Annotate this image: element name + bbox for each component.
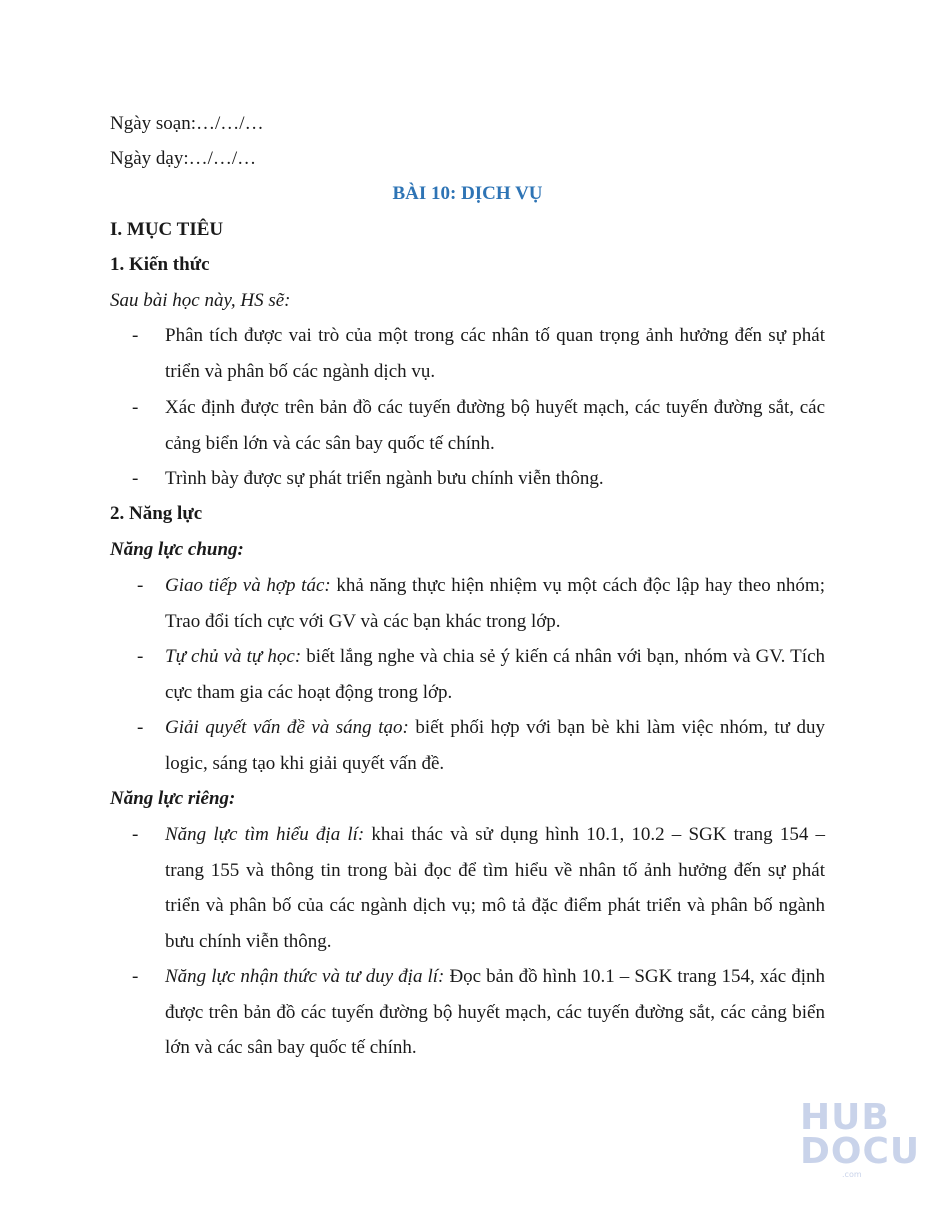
knowledge-item-text: Xác định được trên bản đồ các tuyến đường bộ huyết mạch, các tuyến đường sắt, các cảng biển lớn và các sân bay quốc tế chính.: [165, 397, 825, 454]
lesson-title: BÀI 10: DỊCH VỤ: [392, 183, 543, 204]
list-dash: -: [132, 397, 139, 418]
knowledge-item-text: Trình bày được sự phát triển ngành bưu chính viễn thông.: [165, 468, 604, 489]
item-lead: Giải quyết vấn đề và sáng tạo:: [165, 717, 409, 738]
list-dash: -: [137, 717, 144, 738]
knowledge-intro: Sau bài học này, HS sẽ:: [110, 290, 291, 311]
logo-line-1: HUB: [800, 1097, 890, 1138]
list-dash: -: [137, 575, 144, 596]
subsection-heading-competence: 2. Năng lực: [110, 503, 203, 524]
item-lead: Năng lực nhận thức và tư duy địa lí:: [165, 966, 445, 987]
knowledge-item-text: Phân tích được vai trò của một trong các nhân tố quan trọng ảnh hưởng đến sự phát triển và phân bố các ngành dịch vụ.: [165, 325, 825, 382]
item-body: khả năng thực hiện nhiệm vụ một cách độc lập hay theo nhóm; Trao đổi tích cực với GV và các bạn khác trong lớp.: [165, 575, 825, 632]
item-lead: Năng lực tìm hiểu địa lí:: [165, 824, 365, 845]
item-lead: Tự chủ và tự học:: [165, 646, 302, 667]
logo-sub: .com: [842, 1170, 862, 1179]
list-dash: -: [132, 325, 139, 346]
list-dash: -: [137, 646, 144, 667]
specific-competence-item-text: [165, 817, 825, 959]
item-body: biết phối hợp với bạn bè khi làm việc nhóm, tư duy logic, sáng tạo khi giải quyết vấn đề.: [165, 717, 825, 774]
general-competence-item-text: [165, 568, 825, 639]
general-competence-item-text: [165, 639, 825, 710]
list-dash: -: [132, 468, 139, 489]
item-lead: Giao tiếp và hợp tác:: [165, 575, 331, 596]
logo-line-2: DOCU: [800, 1131, 921, 1172]
specific-competence-heading: Năng lực riêng:: [110, 788, 236, 809]
subsection-heading-knowledge: 1. Kiến thức: [110, 254, 210, 275]
item-body: Đọc bản đồ hình 10.1 – SGK trang 154, xác định được trên bản đồ các tuyến đường bộ huyết mạch, các tuyến đường sắt, các cảng biển lớn và các sân bay quốc tế chính.: [165, 966, 825, 1058]
section-heading-objectives: I. MỤC TIÊU: [110, 219, 224, 240]
item-body: biết lắng nghe và chia sẻ ý kiến cá nhân với bạn, nhóm và GV. Tích cực tham gia các hoạt động trong lớp.: [165, 646, 826, 703]
prep-date: Ngày soạn:…/…/…: [110, 113, 264, 134]
list-dash: -: [132, 824, 139, 845]
item-body: khai thác và sử dụng hình 10.1, 10.2 – SGK trang 154 – trang 155 và thông tin trong bài đọc để tìm hiểu về nhân tố ảnh hưởng đến sự phát triển và phân bố của các ngành dịch vụ; mô tả đặc điểm phát triển và phân bố ngành bưu chính viễn thông.: [165, 824, 825, 952]
teach-date: Ngày dạy:…/…/…: [110, 148, 257, 169]
general-competence-item-text: [165, 710, 825, 781]
specific-competence-item-text: [165, 959, 825, 1066]
list-dash: -: [132, 966, 139, 987]
general-competence-heading: Năng lực chung:: [110, 539, 244, 560]
hubdocu-logo: [800, 1097, 921, 1180]
